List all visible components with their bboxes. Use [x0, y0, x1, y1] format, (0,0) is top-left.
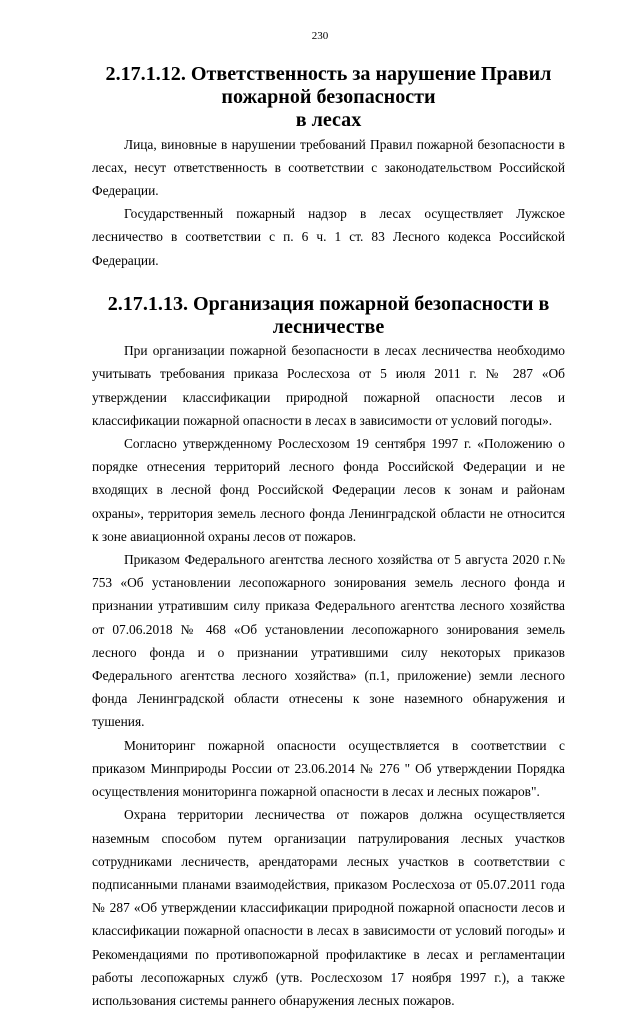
heading-line: 2.17.1.12. Ответственность за нарушение Правил пожарной безопасности [105, 63, 552, 109]
paragraph: При организации пожарной безопасности в лесах лесничества необходимо учитывать требования приказа Рослесхоза от 5 июля 2011 г. № 287 «Об утверждении классификации природной пожарной опасности лесов и классификации пожарной опасности в лесах в зависимости от условий погоды». [92, 343, 565, 428]
paragraph: Согласно утвержденному Рослесхозом 19 сентября 1997 г. «Положению о порядке отнесения территорий лесного фонда Российской Федерации и не входящих в лесной фонд Российской Федерации лесов к зонам и районам охраны», территория земель лесного фонда Ленинградской области не относится к зоне авиационной охраны лесов от пожаров. [92, 436, 565, 544]
heading-line: 2.17.1.13. Организация пожарной безопасности в лесничестве [107, 292, 550, 339]
section-responsibility [92, 63, 565, 272]
section-spacer [92, 272, 565, 293]
section-heading [92, 63, 565, 133]
page-number: 230 [311, 30, 329, 42]
paragraph: Мониторинг пожарной опасности осуществляется в соответствии с приказом Минприроды России от 23.06.2014 № 276 " Об утверждении Порядка осуществления мониторинга пожарной опасности в лесах и лесных пожаров". [92, 737, 565, 800]
section-heading [92, 293, 565, 339]
paragraph: Государственный пожарный надзор в лесах осуществляет Лужское лесничество в соответствии с п. 6 ч. 1 ст. 83 Лесного кодекса Российской Федерации. [92, 206, 565, 268]
paragraph: Приказом Федерального агентства лесного хозяйства от 5 августа 2020 г.№ 753 «Об установлении лесопожарного зонирования земель лесного фонда и признании утратившим силу приказа Федерального агентства лесного хозяйства от 07.06.2018 № 468 «Об установлении лесопожарного зонирования земель лесного фонда и о признании утратившими силу некоторых приказов Федерального агентства лесного хозяйства» (п.1, приложение) земли лесного фонда Ленинградской области отнесены к зоне наземного обнаружения и тушения. [92, 552, 565, 730]
paragraph: Лица, виновные в нарушении требований Правил пожарной безопасности в лесах, несут ответственность в соответствии с законодательством Российской Федерации. [92, 136, 565, 199]
heading-line: в лесах [295, 109, 362, 132]
section-fire-safety-organization [92, 293, 565, 1012]
page-content [92, 63, 565, 1012]
paragraph: Охрана территории лесничества от пожаров должна осуществляется наземным способом путем организации патрулирования лесных участков сотрудниками лесничеств, арендаторами лесных участков в соответствии с подписанными планами взаимодействия, приказом Рослесхоза от 05.07.2011 года № 287 «Об утверждении классификации природной пожарной опасности лесов и классификации пожарной опасности в лесах в зависимости от условий погоды» и Рекомендациями по противопожарной профилактике в лесах и регламентации работы лесопожарных служб (утв. Рослесхозом 17 ноября 1997 г.), а также использования системы раннего обнаружения лесных пожаров. [92, 807, 565, 1008]
